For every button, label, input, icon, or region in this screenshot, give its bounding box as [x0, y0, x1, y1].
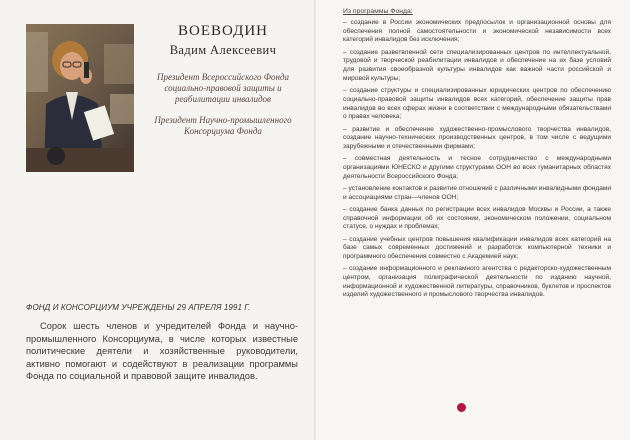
program-item: – создание учебных центров повышения квалификации инвалидов всех категорий на базе самых современных достижений и разработок компьютерной техники и программного обеспечения совместно с Академией наук;	[343, 235, 611, 261]
name-block	[138, 22, 308, 137]
program-item: – совместная деятельность и тесное сотрудничество с международными организациями ЮНЕСКО и другими структурами ООН во всех гуманитарных областях деятельности Всероссийского Фонда;	[343, 155, 611, 180]
program-item: – создание структуры и специализированных юридических центров по обеспечению социально-правовой защиты инвалидов всех категорий, обеспечение защиты прав инвалидов во всех сферах жизни в соответствии с международными обязательствами о правах человека;	[343, 87, 611, 121]
program-item: – создание информационного и рекламного агентства с редакторско-художественным центром, организация полиграфической деятельности по изданию научной, информационной и художественной литературы, справочников, буклетов и проспектов изделий художественного и промыслового творчества инвалидов.	[343, 265, 611, 299]
role-president-fund: Президент Всероссийского Фонда социально-правовой защиты и реабилитации инвалидов	[157, 72, 289, 104]
given-name: Вадим Алексеевич	[169, 43, 277, 57]
portrait-photo	[26, 24, 134, 172]
program-item: – развитие и обеспечение художественно-промыслового творчества инвалидов, создание научно-технических производственных центров, в том числе с ведущими зарубежными и отечественными фирмами;	[343, 125, 611, 150]
members-paragraph: Сорок шесть членов и учредителей Фонда и научно-промышленного Консорциума, в числе которых известные политические деятели и хозяйственные руководители, активно помогают и содействуют в реализации программы Фонда по социальной и правовой защите инвалидов.	[26, 321, 298, 382]
surname: ВОЕВОДИН	[178, 23, 268, 39]
program-item: – создание банка данных по регистрации всех инвалидов Москвы и России, а также справочной информации об их состоянии, экономическом положении, социальном статусе, о нуждах и проблемах;	[343, 205, 611, 231]
program-item: – установление контактов и развитие отношений с различными инвалидными фондами и ассоциациями стран—членов ООН;	[343, 184, 611, 201]
program-list	[343, 19, 611, 304]
founded-heading: ФОНД И КОНСОРЦИУМ УЧРЕЖДЕНЫ 29 АПРЕЛЯ 1991 Г.	[26, 303, 251, 312]
program-item: – создание в России экономических предпосылок и организационной основы для обеспечения полной самостоятельности и экономической независимости всех категорий инвалидов без исключения;	[343, 19, 611, 44]
book-spine	[314, 0, 316, 440]
role-president-consortium: Президент Научно-промышленного Консорциума Фонда	[154, 115, 292, 136]
page-marker-dot	[457, 403, 466, 412]
program-heading: Из программы Фонда:	[343, 8, 413, 15]
program-item: – создание разветвленной сети специализированных центров по интеллектуальной, трудовой и творческой реабилитации инвалидов и обеспечение на их базе условий для развития своеобразной культуры инвалидов как важной части российской и мировой культуры;	[343, 48, 611, 82]
